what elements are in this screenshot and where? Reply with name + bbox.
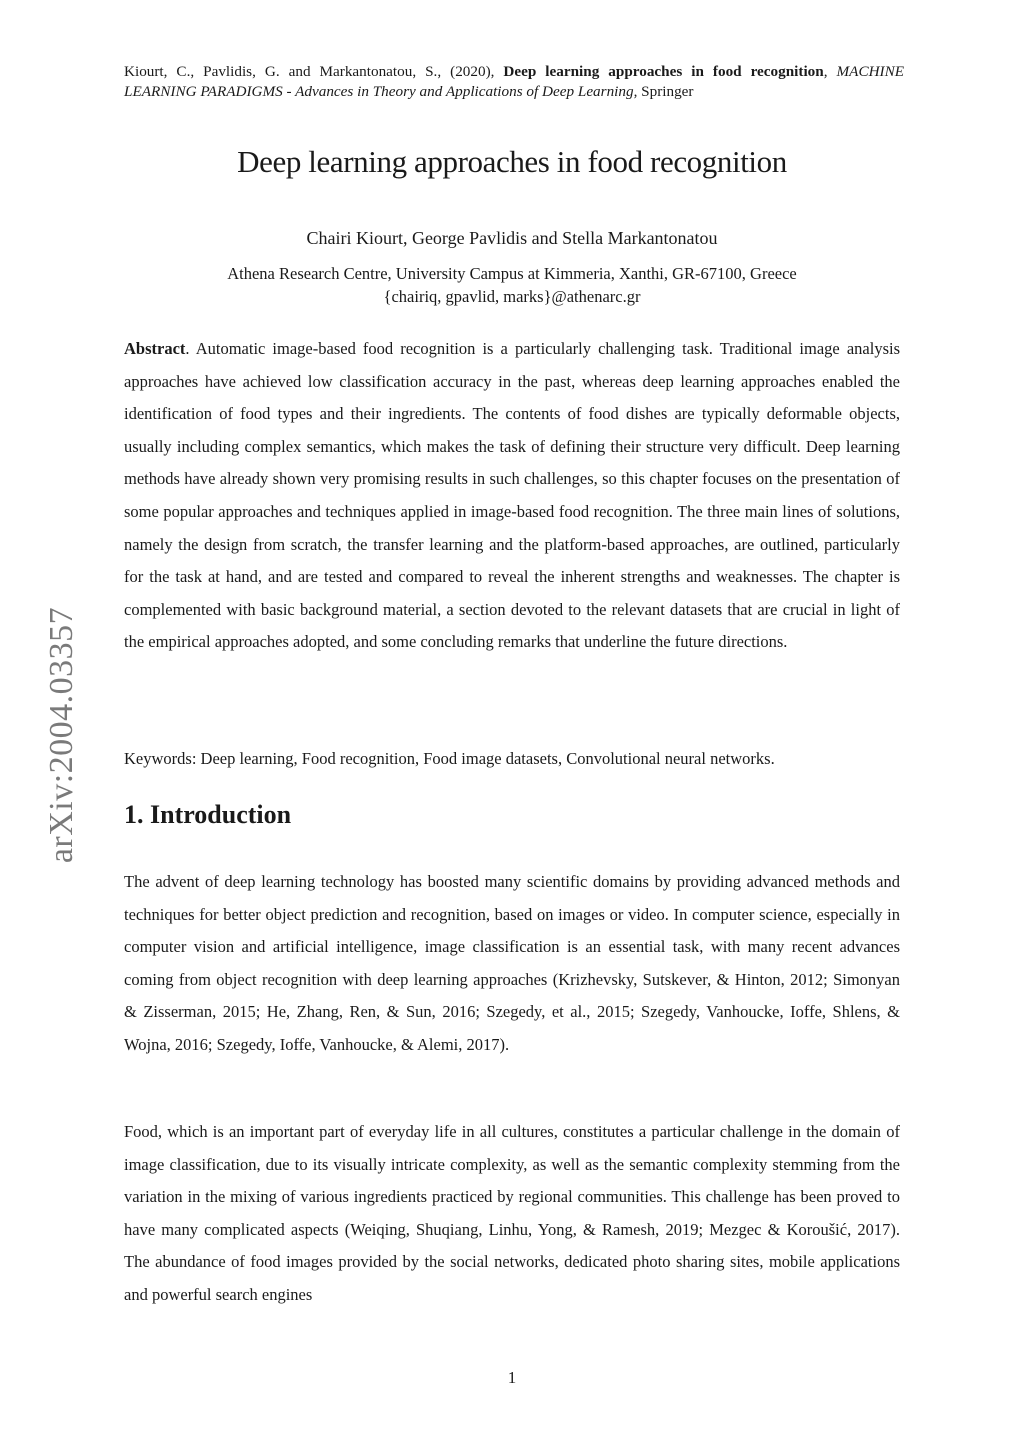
- intro-paragraph-2: Food, which is an important part of everyday life in all cultures, constitutes a particular challenge in the domain of image classification, due to its visually intricate complexity, as well as the semantic complexity stemming from the variation in the mixing of various ingredients practiced by regional communities. This challenge has been proved to have many complicated aspects (Weiqing, Shuqiang, Linhu, Yong, & Ramesh, 2019; Mezgec & Koroušić, 2017). The abundance of food images provided by the social networks, dedicated photo sharing sites, mobile applications and powerful search engines: [124, 1122, 900, 1304]
- citation-header: [124, 62, 904, 102]
- keywords: Keywords: Deep learning, Food recognition, Food image datasets, Convolutional neural networks.: [124, 749, 775, 768]
- citation-book: MACHINE LEARNING PARADIGMS - Advances in Theory and Applications of Deep Learning: [124, 63, 905, 100]
- arxiv-identifier-stamp: arXiv:2004.03357: [43, 606, 80, 864]
- page-number: 1: [507, 1368, 517, 1387]
- author-emails: {chairiq, gpavlid, marks}@athenarc.gr: [383, 287, 641, 306]
- citation-publisher: , Springer: [633, 83, 694, 100]
- paper-title: Deep learning approaches in food recognition: [237, 144, 787, 179]
- affiliation-block: [0, 262, 1024, 308]
- abstract-text: . Automatic image-based food recognition is a particularly challenging task. Traditional image analysis approaches have achieved low classification accuracy in the past, whereas deep learning approaches enabled the identification of food types and their ingredients. The contents of food dishes are typically deformable objects, usually including complex semantics, which makes the task of defining their structure very difficult. Deep learning methods have already shown very promising results in such challenges, so this chapter focuses on the presentation of some popular approaches and techniques applied in image-based food recognition. The three main lines of solutions, namely the design from scratch, the transfer learning and the platform-based approaches, are outlined, particularly for the task at hand, and are tested and compared to reveal the inherent strengths and weaknesses. The chapter is complemented with basic background material, a section devoted to the relevant datasets that are crucial in light of the empirical approaches adopted, and some concluding remarks that underline the future directions.: [124, 339, 900, 652]
- citation-separator: ,: [823, 63, 837, 80]
- section-heading-introduction: 1. Introduction: [124, 800, 292, 829]
- affiliation: Athena Research Centre, University Campus at Kimmeria, Xanthi, GR-67100, Greece: [227, 264, 797, 283]
- author-list: Chairi Kiourt, George Pavlidis and Stella Markantonatou: [306, 228, 718, 248]
- citation-title: Deep learning approaches in food recognition: [503, 63, 824, 80]
- citation-authors: Kiourt, C., Pavlidis, G. and Markantonatou, S., (2020),: [124, 63, 504, 80]
- abstract: [124, 333, 900, 659]
- abstract-label: Abstract: [124, 339, 186, 358]
- intro-paragraph-1: The advent of deep learning technology has boosted many scientific domains by providing advanced methods and techniques for better object prediction and recognition, based on images or video. In computer science, especially in computer vision and artificial intelligence, image classification is an essential task, with many recent advances coming from object recognition with deep learning approaches (Krizhevsky, Sutskever, & Hinton, 2012; Simonyan & Zisserman, 2015; He, Zhang, Ren, & Sun, 2016; Szegedy, et al., 2015; Szegedy, Vanhoucke, Ioffe, Shlens, & Wojna, 2016; Szegedy, Ioffe, Vanhoucke, & Alemi, 2017).: [124, 872, 900, 1054]
